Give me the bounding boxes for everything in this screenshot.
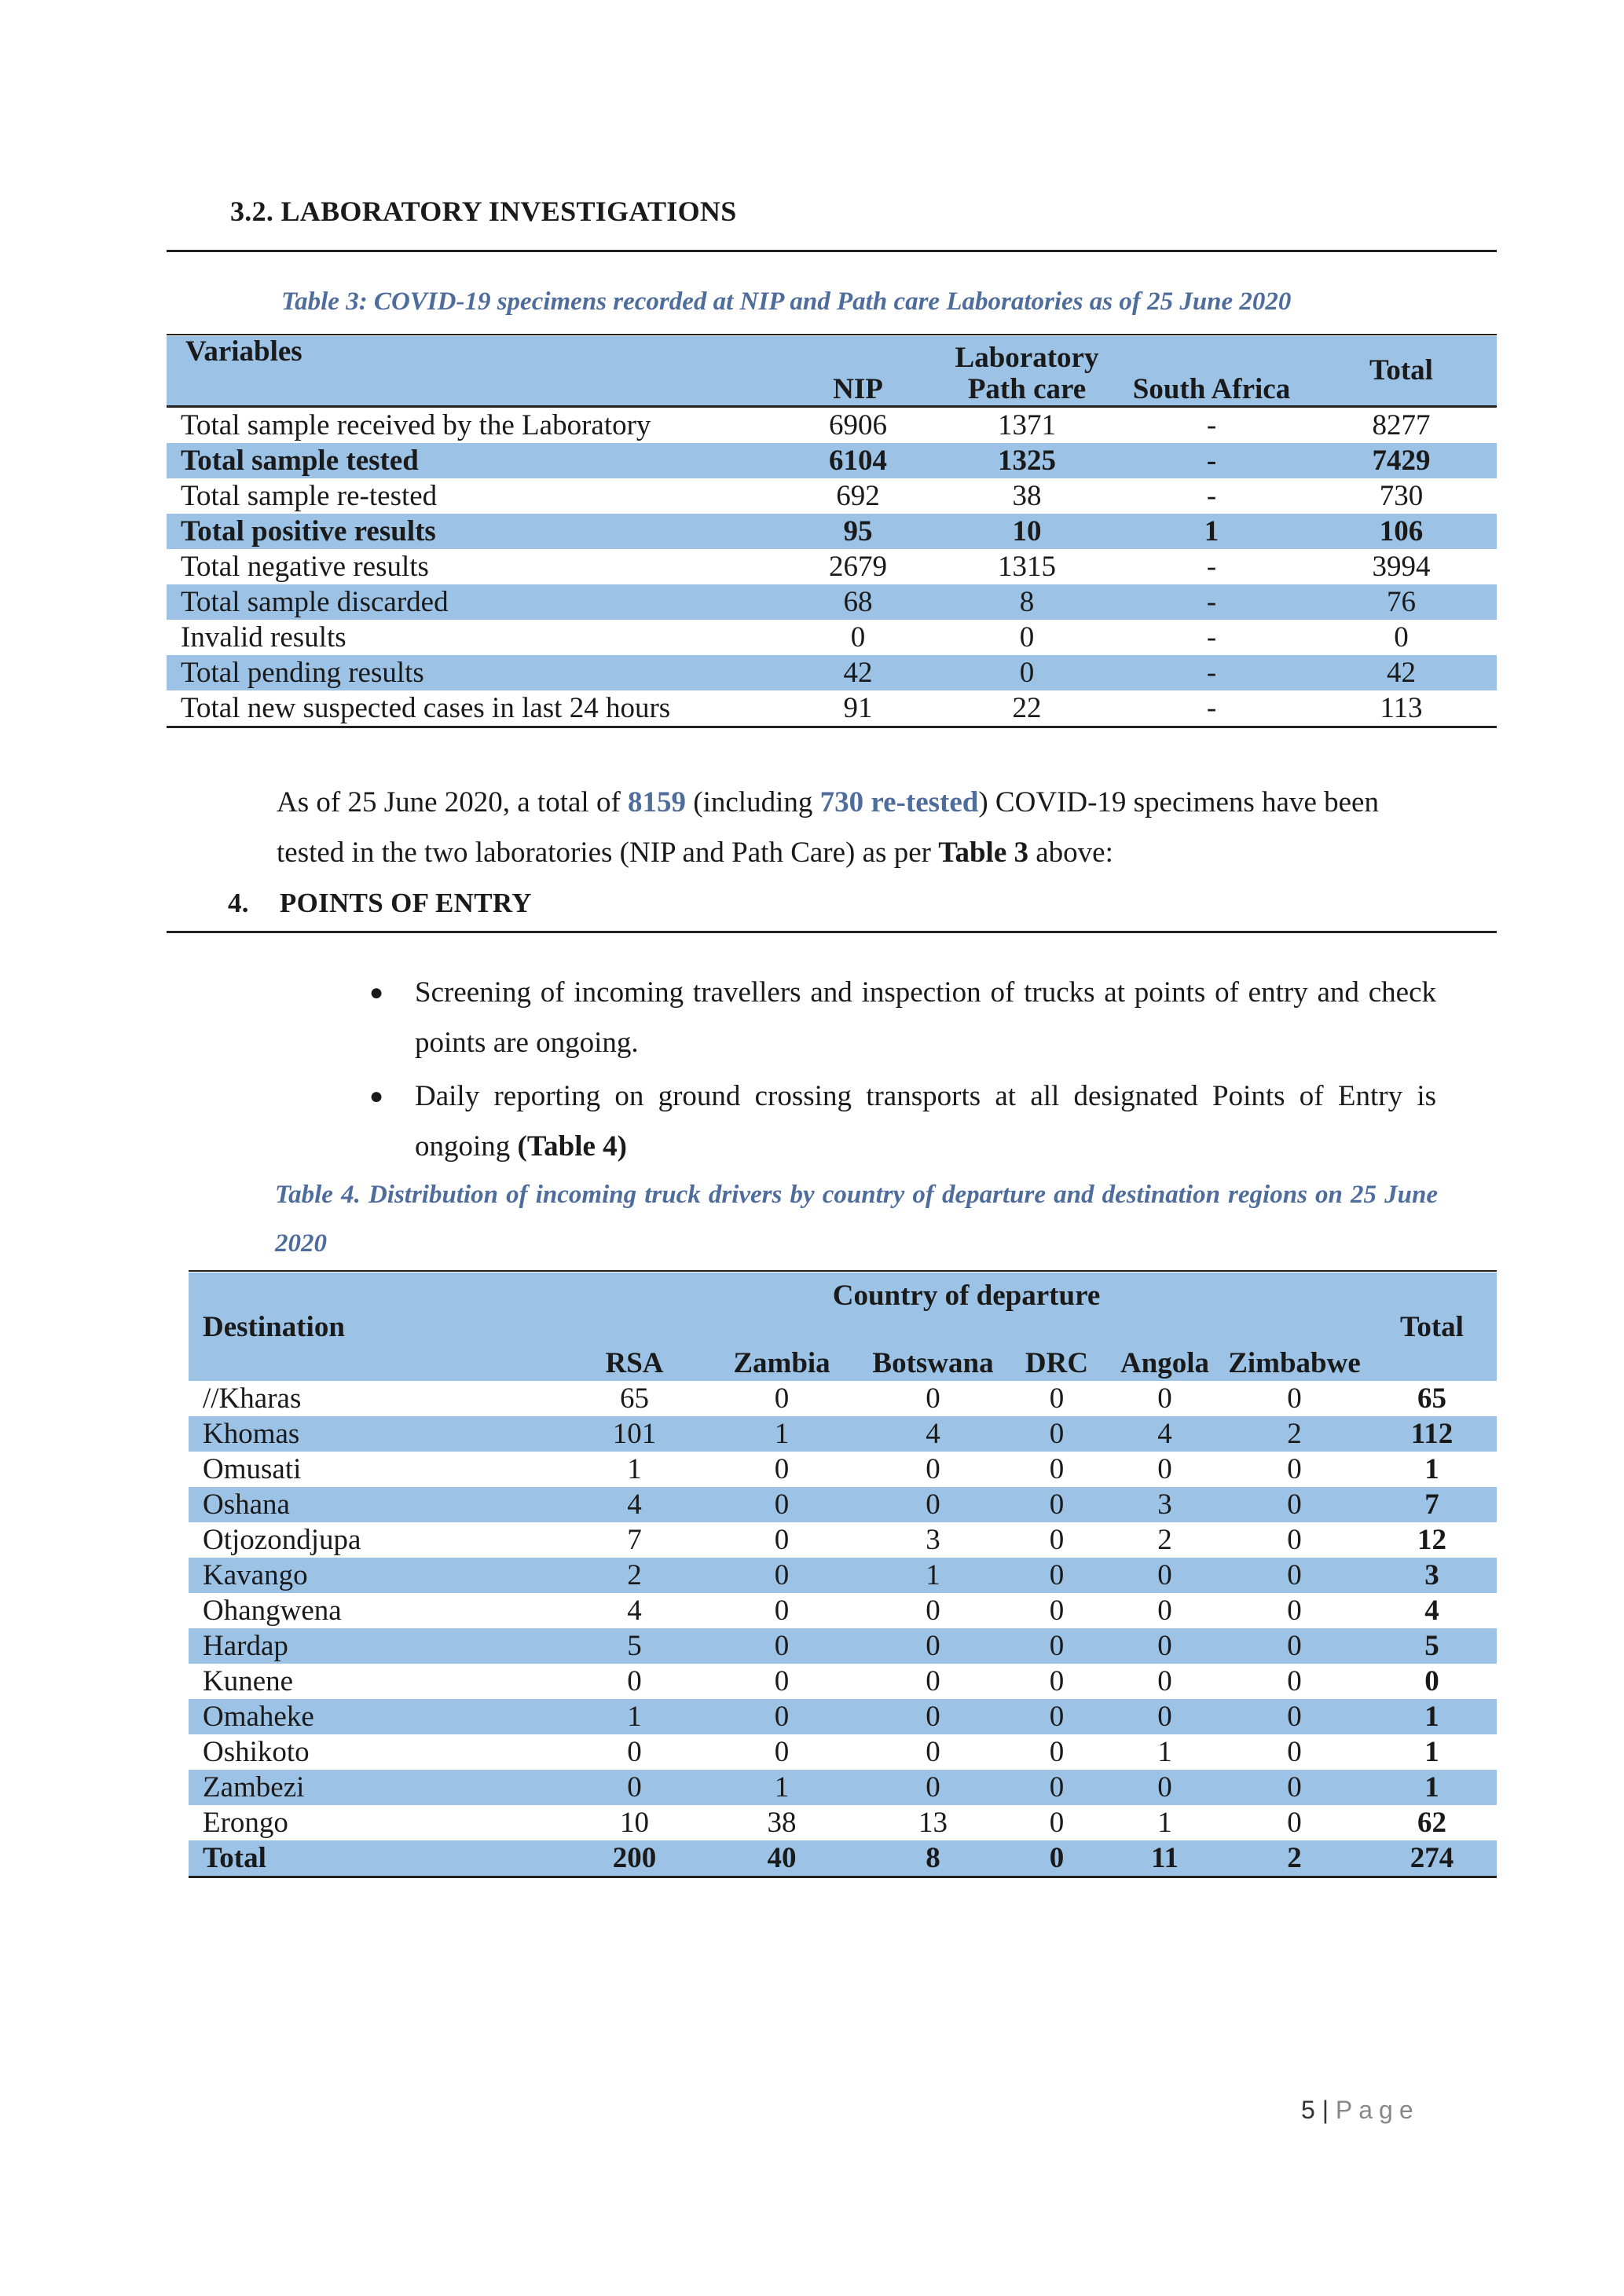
row-label: Total new suspected cases in last 24 hours — [181, 692, 671, 724]
cell-botswana: 0 — [860, 1628, 1006, 1664]
bullet-item — [369, 1071, 1436, 1172]
cell-zimbabwe: 0 — [1287, 1453, 1302, 1485]
cell-angola: 0 — [1108, 1770, 1222, 1805]
cell-zambia: 1 — [703, 1416, 860, 1452]
cell-rsa: 1 — [627, 1453, 642, 1485]
cell-nip: 68 — [779, 584, 937, 620]
cell-rsa: 65 — [620, 1382, 649, 1415]
cell-total: 7429 — [1306, 443, 1497, 478]
row-region: //Kharas — [203, 1382, 302, 1415]
cell-angola: 2 — [1157, 1524, 1172, 1556]
cell-drc: 0 — [1049, 1524, 1065, 1556]
cell-zambia: 0 — [774, 1736, 790, 1768]
table-row — [189, 1664, 1497, 1699]
table4 — [189, 1273, 1497, 1878]
row-region: Omusati — [203, 1453, 302, 1485]
bullet-list — [369, 968, 1436, 1175]
cell-zimbabwe: 0 — [1222, 1628, 1367, 1664]
table-row — [189, 1522, 1497, 1558]
cell-total: 112 — [1367, 1416, 1497, 1452]
cell-botswana: 0 — [926, 1453, 940, 1485]
cell-zambia: 0 — [774, 1595, 790, 1627]
table3-caption: Table 3: COVID-19 specimens recorded at NIP and Path care Laboratories as of 25 June 2020 — [281, 287, 1292, 316]
cell-zimbabwe: 0 — [1222, 1770, 1367, 1805]
row-region: Zambezi — [189, 1770, 566, 1805]
cell-angola: 0 — [1108, 1628, 1222, 1664]
row-region: Otjozondjupa — [203, 1524, 361, 1556]
cell-rsa: 200 — [566, 1840, 703, 1877]
section-number: 4. — [228, 888, 249, 918]
cell-pathcare: 0 — [937, 655, 1117, 690]
cell-total: 4 — [1424, 1595, 1439, 1627]
row-region: Total — [189, 1840, 566, 1877]
bullet-table-ref: (Table 4) — [517, 1130, 627, 1163]
cell-total: 12 — [1417, 1524, 1446, 1556]
cell-pathcare: 8 — [937, 584, 1117, 620]
page-number — [1301, 2096, 1420, 2125]
cell-zambia: 0 — [703, 1699, 860, 1734]
row-label: Total sample received by the Laboratory — [181, 409, 651, 441]
summary-paragraph — [277, 778, 1439, 878]
cell-angola: 0 — [1157, 1453, 1172, 1485]
cell-angola: 1 — [1157, 1807, 1172, 1839]
cell-zambia: 0 — [774, 1665, 790, 1697]
section-heading-lab: 3.2. LABORATORY INVESTIGATIONS — [230, 196, 737, 227]
cell-angola: 11 — [1108, 1840, 1222, 1877]
section-title: POINTS OF ENTRY — [279, 888, 532, 918]
cell-botswana: 0 — [860, 1699, 1006, 1734]
cell-botswana: 0 — [926, 1736, 940, 1768]
table-row — [189, 1487, 1497, 1522]
table-row — [189, 1452, 1497, 1487]
header-country-of-departure: Country of departure — [832, 1279, 1101, 1312]
cell-zimbabwe: 0 — [1222, 1487, 1367, 1522]
cell-botswana: 0 — [926, 1595, 940, 1627]
cell-zambia: 0 — [774, 1524, 790, 1556]
cell-zambia: 0 — [703, 1558, 860, 1593]
cell-pathcare: 10 — [937, 514, 1117, 549]
cell-zambia: 0 — [774, 1382, 790, 1415]
table4-caption: Table 4. Distribution of incoming truck drivers by country of departure and destination regions on 25 June 2020 — [275, 1181, 1438, 1258]
header-nip: NIP — [833, 373, 883, 405]
cell-rsa: 0 — [627, 1665, 642, 1697]
cell-rsa: 2 — [566, 1558, 703, 1593]
cell-total: 1 — [1424, 1453, 1439, 1485]
cell-nip: 6104 — [779, 443, 937, 478]
cell-total: 62 — [1417, 1807, 1446, 1839]
table-row — [189, 1628, 1497, 1664]
cell-botswana: 8 — [860, 1840, 1006, 1877]
table-row — [167, 443, 1497, 478]
cell-botswana: 0 — [926, 1382, 940, 1415]
cell-rsa: 10 — [620, 1807, 649, 1839]
row-label: Total pending results — [167, 655, 779, 690]
summary-highlight-total: 8159 — [628, 786, 687, 818]
divider — [167, 250, 1497, 252]
cell-total: 0 — [1424, 1665, 1439, 1697]
cell-total: 8277 — [1372, 409, 1431, 441]
cell-nip: 6906 — [829, 409, 887, 441]
summary-text: As of 25 June 2020, a total of — [277, 786, 629, 818]
row-region: Erongo — [203, 1807, 288, 1839]
divider — [167, 931, 1497, 933]
row-region: Kavango — [189, 1558, 566, 1593]
row-region: Omaheke — [189, 1699, 566, 1734]
cell-angola: 0 — [1108, 1558, 1222, 1593]
cell-angola: 0 — [1108, 1699, 1222, 1734]
cell-zimbabwe: 0 — [1287, 1595, 1302, 1627]
cell-total: 106 — [1306, 514, 1497, 549]
header-laboratory-group — [937, 336, 1117, 407]
row-region: Khomas — [189, 1416, 566, 1452]
header-angola: Angola — [1120, 1347, 1210, 1379]
cell-zimbabwe: 0 — [1287, 1524, 1302, 1556]
total-row — [189, 1840, 1497, 1877]
cell-sa: - — [1117, 655, 1306, 690]
cell-total: 3 — [1367, 1558, 1497, 1593]
header-south-africa: South Africa — [1132, 373, 1291, 405]
bullet-text: Daily reporting on ground crossing transports at all designated Points of Entry is ongoing — [415, 1080, 1436, 1163]
cell-rsa: 4 — [627, 1595, 642, 1627]
cell-zimbabwe: 0 — [1287, 1382, 1302, 1415]
cell-nip: 692 — [836, 480, 880, 512]
table-row — [167, 620, 1497, 655]
cell-botswana: 0 — [860, 1770, 1006, 1805]
page-separator: | — [1322, 2096, 1329, 2124]
cell-sa: - — [1206, 692, 1217, 724]
cell-pathcare: 22 — [1012, 692, 1042, 724]
cell-total: 1 — [1424, 1736, 1439, 1768]
row-label: Invalid results — [181, 621, 346, 654]
cell-zimbabwe: 0 — [1287, 1736, 1302, 1768]
cell-zimbabwe: 0 — [1222, 1558, 1367, 1593]
header-zambia: Zambia — [733, 1347, 830, 1379]
cell-botswana: 3 — [926, 1524, 940, 1556]
cell-zambia: 0 — [703, 1487, 860, 1522]
cell-zimbabwe: 0 — [1287, 1665, 1302, 1697]
bullet-text: Screening of incoming travellers and inspection of trucks at points of entry and check points are ongoing. — [415, 976, 1436, 1059]
row-region: Kunene — [203, 1665, 294, 1697]
cell-zambia: 1 — [703, 1770, 860, 1805]
cell-rsa: 0 — [566, 1770, 703, 1805]
cell-zambia: 40 — [703, 1840, 860, 1877]
cell-drc: 0 — [1049, 1807, 1065, 1839]
cell-drc: 0 — [1006, 1487, 1108, 1522]
summary-text: ) COVID-19 specimens have been tested in the two laboratories (NIP and Path Care) as per — [277, 786, 1379, 869]
table-row — [189, 1805, 1497, 1840]
cell-rsa: 4 — [566, 1487, 703, 1522]
cell-botswana: 0 — [860, 1487, 1006, 1522]
row-label: Total sample re-tested — [181, 480, 438, 512]
table-row — [189, 1381, 1497, 1416]
cell-total: 76 — [1306, 584, 1497, 620]
cell-rsa: 101 — [566, 1416, 703, 1452]
table-row — [189, 1734, 1497, 1770]
row-label: Total negative results — [181, 551, 429, 583]
bullet-icon: ● — [369, 980, 384, 1005]
cell-botswana: 4 — [860, 1416, 1006, 1452]
table-row — [167, 655, 1497, 690]
cell-pathcare: 1371 — [998, 409, 1056, 441]
summary-highlight-retested: 730 re-tested — [819, 786, 979, 818]
cell-rsa: 5 — [566, 1628, 703, 1664]
cell-rsa: 1 — [566, 1699, 703, 1734]
cell-pathcare: 1325 — [937, 443, 1117, 478]
cell-angola: 0 — [1157, 1665, 1172, 1697]
cell-sa: - — [1206, 621, 1217, 654]
table-row — [167, 584, 1497, 620]
cell-pathcare: 0 — [1019, 621, 1035, 654]
cell-sa: - — [1206, 551, 1217, 583]
cell-nip: 95 — [779, 514, 937, 549]
cell-nip: 42 — [779, 655, 937, 690]
cell-botswana: 0 — [926, 1665, 940, 1697]
table-row — [167, 478, 1497, 514]
cell-drc: 0 — [1049, 1453, 1065, 1485]
row-region: Hardap — [189, 1628, 566, 1664]
table3-top-rule — [167, 334, 1497, 335]
table-row — [189, 1558, 1497, 1593]
page-label: Page — [1335, 2096, 1420, 2124]
summary-text: (including — [686, 786, 820, 818]
cell-total: 42 — [1306, 655, 1497, 690]
cell-botswana: 13 — [918, 1807, 948, 1839]
cell-total: 7 — [1367, 1487, 1497, 1522]
table-row — [189, 1416, 1497, 1452]
table3 — [167, 336, 1497, 728]
cell-nip: 2679 — [829, 551, 887, 583]
cell-zambia: 0 — [774, 1453, 790, 1485]
cell-rsa: 0 — [627, 1736, 642, 1768]
cell-nip: 0 — [850, 621, 866, 654]
section-heading-poe — [228, 888, 532, 919]
cell-angola: 3 — [1108, 1487, 1222, 1522]
cell-drc: 0 — [1006, 1840, 1108, 1877]
cell-sa: - — [1117, 443, 1306, 478]
row-label: Total sample tested — [167, 443, 779, 478]
cell-zimbabwe: 2 — [1222, 1840, 1367, 1877]
cell-total: 3994 — [1372, 551, 1431, 583]
cell-zimbabwe: 0 — [1287, 1807, 1302, 1839]
cell-total: 730 — [1379, 480, 1424, 512]
header-total: Total — [1400, 1310, 1464, 1343]
summary-table-ref: Table 3 — [938, 837, 1028, 869]
cell-drc: 0 — [1006, 1416, 1108, 1452]
cell-angola: 0 — [1157, 1382, 1172, 1415]
cell-rsa: 7 — [627, 1524, 642, 1556]
cell-total: 0 — [1394, 621, 1409, 654]
cell-angola: 4 — [1108, 1416, 1222, 1452]
header-botswana: Botswana — [872, 1347, 994, 1379]
cell-drc: 0 — [1006, 1558, 1108, 1593]
cell-sa: - — [1117, 584, 1306, 620]
cell-zimbabwe: 2 — [1222, 1416, 1367, 1452]
cell-total: 274 — [1367, 1840, 1497, 1877]
cell-drc: 0 — [1049, 1382, 1065, 1415]
cell-drc: 0 — [1006, 1770, 1108, 1805]
cell-zambia: 38 — [767, 1807, 797, 1839]
cell-sa: - — [1206, 480, 1217, 512]
cell-drc: 0 — [1049, 1665, 1065, 1697]
table-row — [167, 514, 1497, 549]
table-row — [167, 690, 1497, 727]
table-row — [189, 1699, 1497, 1734]
cell-sa: - — [1206, 409, 1217, 441]
row-region: Oshana — [189, 1487, 566, 1522]
header-laboratory: Laboratory — [955, 342, 1099, 374]
cell-angola: 0 — [1157, 1595, 1172, 1627]
cell-drc: 0 — [1006, 1699, 1108, 1734]
header-destination: Destination — [203, 1310, 345, 1343]
summary-text: above: — [1028, 837, 1113, 869]
cell-zimbabwe: 0 — [1222, 1699, 1367, 1734]
cell-total: 1 — [1367, 1699, 1497, 1734]
cell-sa: 1 — [1117, 514, 1306, 549]
page-number-value: 5 — [1301, 2096, 1315, 2124]
cell-angola: 1 — [1157, 1736, 1172, 1768]
header-variables: Variables — [185, 335, 302, 368]
cell-zambia: 0 — [703, 1628, 860, 1664]
header-drc: DRC — [1025, 1347, 1089, 1379]
row-region: Ohangwena — [203, 1595, 342, 1627]
cell-drc: 0 — [1006, 1628, 1108, 1664]
row-label: Total sample discarded — [167, 584, 779, 620]
cell-drc: 0 — [1049, 1736, 1065, 1768]
cell-nip: 91 — [843, 692, 873, 724]
header-total: Total — [1369, 354, 1433, 386]
cell-drc: 0 — [1049, 1595, 1065, 1627]
row-region: Oshikoto — [203, 1736, 310, 1768]
row-label: Total positive results — [167, 514, 779, 549]
header-pathcare: Path care — [967, 373, 1087, 405]
cell-total: 1 — [1367, 1770, 1497, 1805]
table-row — [167, 407, 1497, 444]
bullet-item — [369, 968, 1436, 1068]
header-zimbabwe: Zimbabwe — [1228, 1347, 1361, 1379]
cell-botswana: 1 — [860, 1558, 1006, 1593]
table-row — [189, 1593, 1497, 1628]
header-rsa: RSA — [605, 1347, 664, 1379]
table-row — [189, 1770, 1497, 1805]
cell-total: 65 — [1417, 1382, 1446, 1415]
cell-pathcare: 38 — [1012, 480, 1042, 512]
table4-top-rule — [189, 1270, 1497, 1272]
table-row — [167, 549, 1497, 584]
cell-pathcare: 1315 — [998, 551, 1056, 583]
cell-total: 113 — [1380, 692, 1423, 724]
bullet-icon: ● — [369, 1083, 384, 1109]
cell-total: 5 — [1367, 1628, 1497, 1664]
